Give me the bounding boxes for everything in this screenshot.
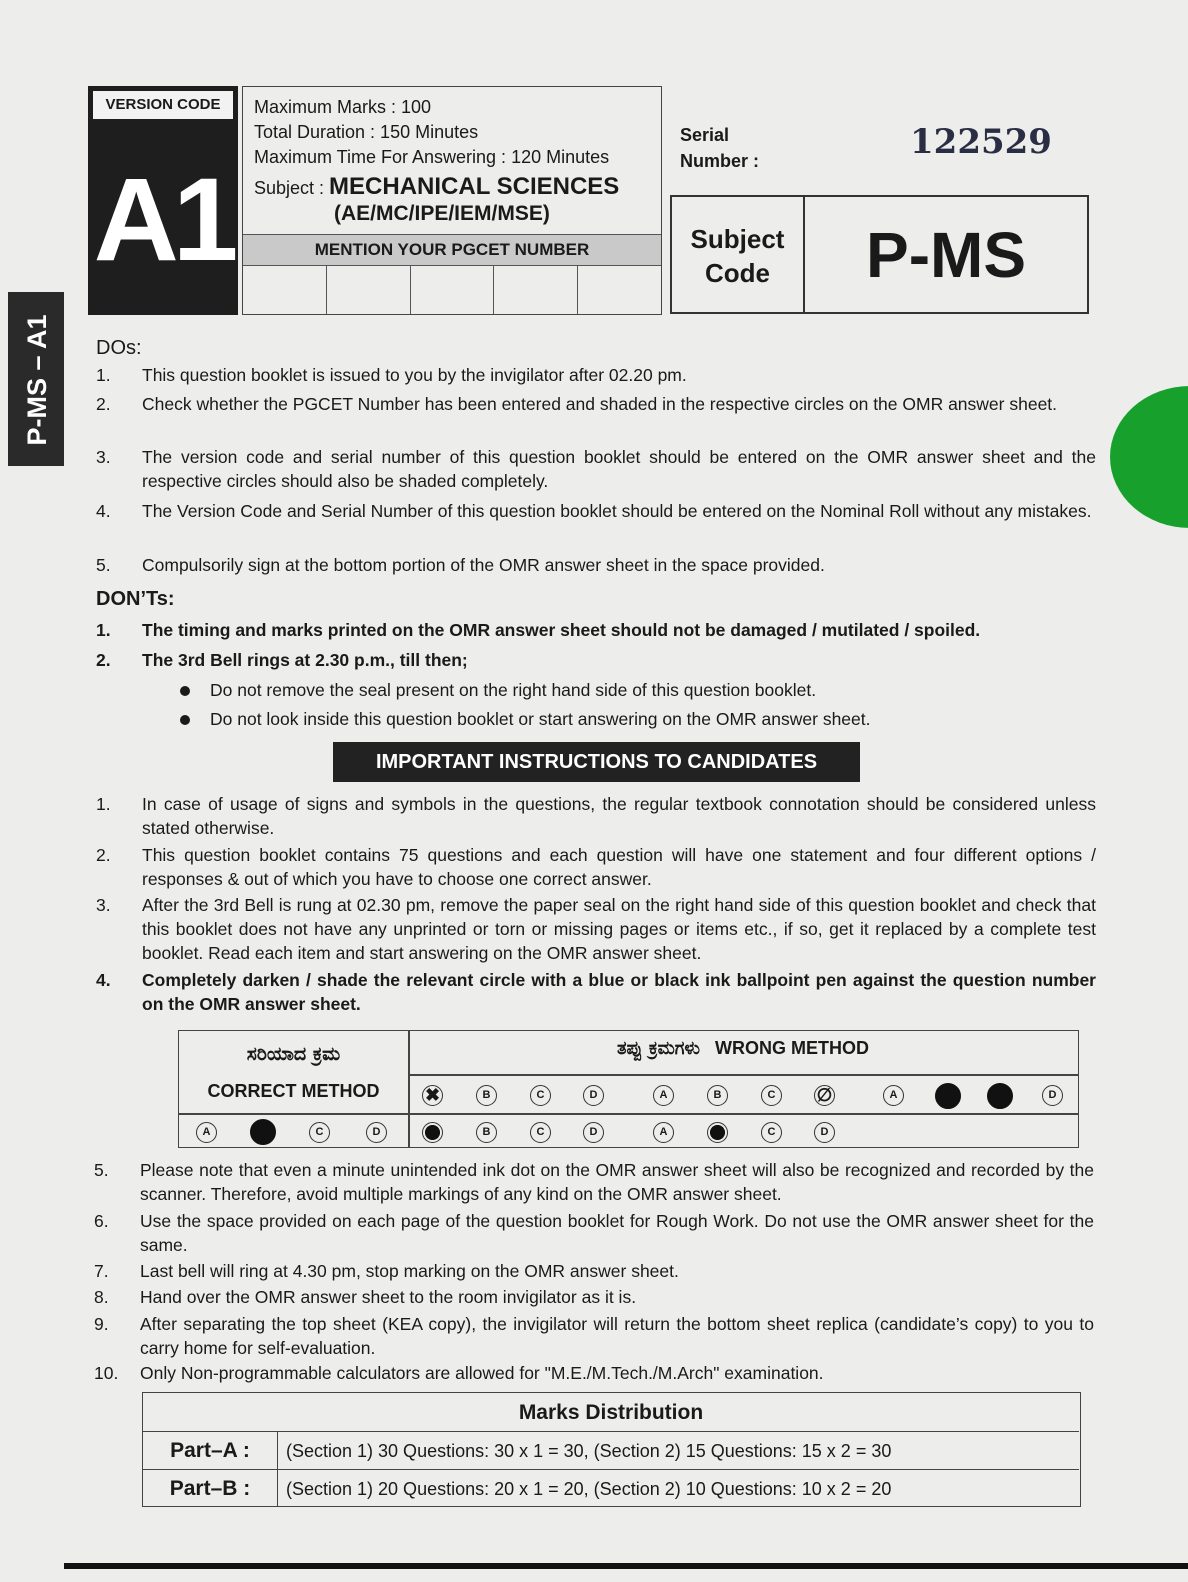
- item-text: The timing and marks printed on the OMR answer sheet should not be damaged / mutilated / spoiled.: [142, 620, 981, 640]
- item-number: 3.: [96, 895, 111, 915]
- bubble-c: C: [761, 1085, 782, 1106]
- donts-heading: DON’Ts:: [96, 588, 175, 610]
- pgcet-cell: [578, 266, 661, 314]
- item-number: 3.: [96, 447, 111, 467]
- item-text: Completely darken / shade the relevant circle with a blue or black ink ballpoint pen against the question number on the OMR answer sheet.: [142, 970, 1096, 1014]
- bubble-filled: [935, 1083, 961, 1109]
- bubble-crossed: ✖: [422, 1085, 443, 1106]
- bubble-d: D: [1042, 1085, 1063, 1106]
- item-number: 7.: [94, 1261, 109, 1281]
- bottom-rule: [64, 1563, 1188, 1569]
- pgcet-cell: [243, 266, 327, 314]
- bullet-text: Do not look inside this question booklet or start answering on the OMR answer sheet.: [210, 709, 871, 729]
- item-number: 4.: [96, 970, 111, 990]
- item-number: 1.: [96, 620, 111, 640]
- subject-code-label-line1: Subject: [690, 224, 785, 254]
- item-number: 2.: [96, 394, 111, 414]
- item-number: 5.: [96, 555, 111, 575]
- item-text: Compulsorily sign at the bottom portion of the OMR answer sheet in the space provided.: [142, 555, 825, 575]
- bubble-a: A: [653, 1122, 674, 1143]
- wrong-method-heading: [408, 1038, 1078, 1059]
- bullet-dot: [180, 686, 190, 696]
- item-text: The 3rd Bell rings at 2.30 p.m., till then;: [142, 650, 468, 670]
- wrong-method-label: WRONG METHOD: [715, 1038, 870, 1058]
- item-text: In case of usage of signs and symbols in the questions, the regular textbook connotation should be considered unless stated otherwise.: [142, 794, 1096, 838]
- item-number: 8.: [94, 1287, 109, 1307]
- pgcet-cell: [327, 266, 411, 314]
- item-number: 2.: [96, 845, 111, 865]
- version-code: A1: [93, 154, 233, 286]
- bubble-d: D: [366, 1122, 387, 1143]
- marks-detail: (Section 1) 30 Questions: 30 x 1 = 30, (Section 2) 15 Questions: 15 x 2 = 30: [286, 1441, 892, 1461]
- item-text: Use the space provided on each page of the question booklet for Rough Work. Do not use the OMR answer sheet for the same.: [140, 1211, 1094, 1255]
- subject-line: [254, 173, 619, 201]
- marks-row: [143, 1432, 1079, 1470]
- subject-code: P-MS: [866, 219, 1026, 291]
- bubble-a: A: [196, 1122, 217, 1143]
- item-number: 6.: [94, 1211, 109, 1231]
- wrong-method-kannada: ತಪ್ಪು ಕ್ರಮಗಳು: [616, 1038, 701, 1059]
- bullet-dot: [180, 715, 190, 725]
- omr-method-table: [178, 1030, 1079, 1148]
- bubble-filled: [987, 1083, 1013, 1109]
- subject-prefix: Subject :: [254, 178, 330, 198]
- bubble-partial: [707, 1122, 728, 1143]
- bubble-slashed: ∅: [814, 1085, 835, 1106]
- bubble-a: A: [883, 1085, 904, 1106]
- subject-code-box: [670, 195, 1089, 314]
- bullet-text: Do not remove the seal present on the right hand side of this question booklet.: [210, 680, 817, 700]
- item-number: 9.: [94, 1314, 109, 1334]
- correct-method-label: CORRECT METHOD: [207, 1081, 380, 1101]
- bubble-c: C: [761, 1122, 782, 1143]
- bubble-d: D: [583, 1085, 604, 1106]
- seal-dot: [1110, 386, 1188, 528]
- bubble-c: C: [530, 1122, 551, 1143]
- item-text: Last bell will ring at 4.30 pm, stop marking on the OMR answer sheet.: [140, 1261, 679, 1281]
- marks-row: [143, 1470, 1079, 1507]
- item-text: The Version Code and Serial Number of this question booklet should be entered on the Nominal Roll without any mistakes.: [142, 501, 1092, 521]
- marks-detail: (Section 1) 20 Questions: 20 x 1 = 20, (Section 2) 10 Questions: 10 x 2 = 20: [286, 1479, 892, 1499]
- item-number: 1.: [96, 794, 111, 814]
- item-number: 1.: [96, 365, 111, 385]
- serial-number: 122529: [910, 122, 1052, 162]
- subject-code-label-line2: Code: [705, 258, 770, 288]
- correct-method-kannada: ಸರಿಯಾದ ಕ್ರಮ: [246, 1043, 341, 1065]
- item-text: This question booklet is issued to you by the invigilator after 02.20 pm.: [142, 365, 687, 385]
- pgcet-cell: [411, 266, 495, 314]
- item-text: After separating the top sheet (KEA copy), the invigilator will return the bottom sheet replica (candidate’s copy) to you to carry home for self-evaluation.: [140, 1314, 1094, 1358]
- side-tab-label: P-MS – A1: [22, 314, 52, 446]
- max-time: Maximum Time For Answering : 120 Minutes: [254, 147, 610, 167]
- item-text: After the 3rd Bell is rung at 02.30 pm, remove the paper seal on the right hand side of this question booklet and check that this booklet does not have any unprinted or torn or missing pages or items etc., if so, get it replaced by a complete test booklet. Read each item and start answering on the OMR answer sheet.: [142, 895, 1096, 963]
- serial-label-line2: Number :: [680, 151, 760, 171]
- marks-part: Part–A :: [143, 1432, 278, 1469]
- item-text: Check whether the PGCET Number has been entered and shaded in the respective circles on the OMR answer sheet.: [142, 394, 1058, 414]
- dos-heading: DOs:: [96, 337, 142, 359]
- item-number: 2.: [96, 650, 111, 670]
- bubble-d: D: [814, 1122, 835, 1143]
- marks-part: Part–B :: [143, 1470, 278, 1507]
- version-code-label: VERSION CODE: [92, 90, 234, 120]
- subject-name: MECHANICAL SCIENCES: [329, 173, 620, 200]
- important-heading: IMPORTANT INSTRUCTIONS TO CANDIDATES: [333, 742, 860, 782]
- bubble-c: C: [309, 1122, 330, 1143]
- serial-label-line1: Serial: [680, 125, 730, 145]
- pgcet-number-cells: [243, 266, 661, 314]
- item-text: Hand over the OMR answer sheet to the room invigilator as it is.: [140, 1287, 637, 1307]
- marks-distribution-table: [142, 1392, 1081, 1507]
- item-text: The version code and serial number of this question booklet should be entered on the OMR answer sheet and the respective circles should also be shaded completely.: [142, 447, 1096, 491]
- bubble-b: B: [707, 1085, 728, 1106]
- subject-code-label: [672, 197, 805, 312]
- item-number: 10.: [94, 1363, 119, 1383]
- bubble-d: D: [583, 1122, 604, 1143]
- pgcet-cell: [494, 266, 578, 314]
- item-text: Only Non-programmable calculators are allowed for "M.E./M.Tech./M.Arch" examination.: [140, 1363, 824, 1383]
- item-text: This question booklet contains 75 questions and each question will have one statement and four different options / responses & out of which you have to choose one correct answer.: [142, 845, 1096, 889]
- marks-title: Marks Distribution: [143, 1393, 1079, 1432]
- bubble-partial: [422, 1122, 443, 1143]
- pgcet-label: MENTION YOUR PGCET NUMBER: [243, 234, 661, 266]
- max-marks: Maximum Marks : 100: [254, 97, 432, 117]
- item-number: 4.: [96, 501, 111, 521]
- bubble-c: C: [530, 1085, 551, 1106]
- bubble-a: A: [653, 1085, 674, 1106]
- bubble-b: B: [476, 1085, 497, 1106]
- item-text: Please note that even a minute unintended ink dot on the OMR answer sheet will also be recognized and recorded by the scanner. Therefore, avoid multiple markings of any kind on the OMR answer sheet.: [140, 1160, 1094, 1204]
- bubble-b: B: [476, 1122, 497, 1143]
- serial-label: [680, 122, 759, 174]
- bubble-filled: [250, 1119, 276, 1145]
- subject-branches: (AE/MC/IPE/IEM/MSE): [334, 202, 550, 225]
- item-number: 5.: [94, 1160, 109, 1180]
- total-duration: Total Duration : 150 Minutes: [254, 122, 479, 142]
